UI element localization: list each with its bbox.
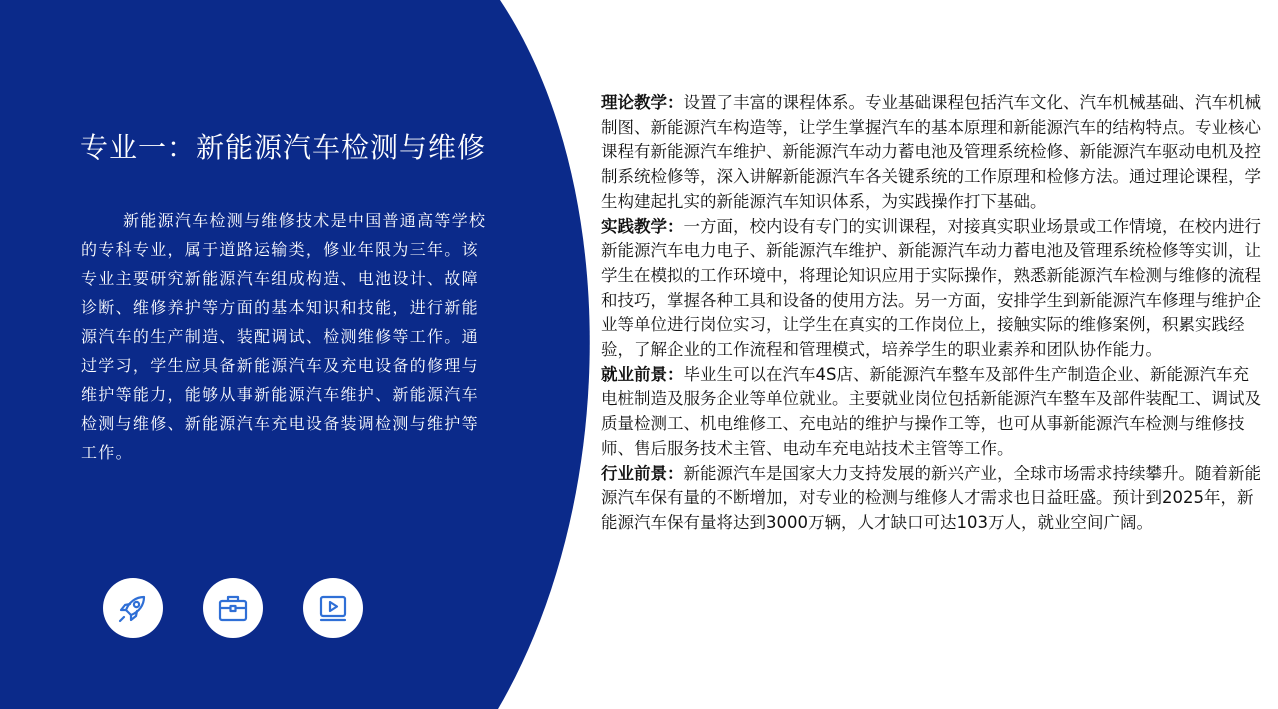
content-sections [601,91,1261,536]
rocket-button[interactable] [103,578,163,638]
section-heading: 理论教学： [601,93,684,112]
section-heading: 行业前景： [601,463,684,483]
section-text: 设置了丰富的课程体系。专业基础课程包括汽车文化、汽车机械基础、汽车机械制图、新能源汽车构造等，让学生掌握汽车的基本原理和新能源汽车的结构特点。专业核心课程有新能源汽车维护、新能源汽车动力蓄电池及管理系统检修、新能源汽车驱动电机及控制系统检修等，深入讲解新能源汽车各关键系统的工作原理和检修方法。通过理论课程，学生构建起扎实的新能源汽车知识体系，为实践操作打下基础。 [601,93,1261,211]
video-play-icon [316,591,350,625]
section-text: 新能源汽车是国家大力支持发展的新兴产业，全球市场需求持续攀升。随着新能源汽车保有量的不断增加，对专业的检测与维修人才需求也日益旺盛。预计到2025年，新能源汽车保有量将达到3000万辆，人才缺口可达103万人，就业空间广阔。 [601,463,1261,532]
section-industry [601,462,1261,536]
section-practice [601,215,1261,363]
section-theory [601,91,1261,215]
section-text: 毕业生可以在汽车4S店、新能源汽车整车及部件生产制造企业、新能源汽车充电桩制造及服务企业等单位就业。主要就业岗位包括新能源汽车整车及部件装配工、调试及质量检测工、机电维修工、充电站的维护与操作工等，也可从事新能源汽车检测与维修技师、售后服务技术主管、电动车充电站技术主管等工作。 [601,364,1261,458]
rocket-icon [116,591,150,625]
section-text: 一方面，校内设有专门的实训课程，对接真实职业场景或工作情境，在校内进行新能源汽车电力电子、新能源汽车维护、新能源汽车动力蓄电池及管理系统检修等实训，让学生在模拟的工作环境中，将理论知识应用于实际操作，熟悉新能源汽车检测与维修的流程和技巧，掌握各种工具和设备的使用方法。另一方面，安排学生到新能源汽车修理与维护企业等单位进行岗位实习，让学生在真实的工作岗位上，接触实际的维修案例，积累实践经验，了解企业的工作流程和管理模式，培养学生的职业素养和团队协作能力。 [601,216,1261,360]
section-heading: 实践教学： [601,216,684,236]
briefcase-icon [216,591,250,625]
page-title: 专业一：新能源汽车检测与维修 [80,131,487,164]
briefcase-button[interactable] [203,578,263,638]
video-button[interactable] [303,578,363,638]
intro-text: 新能源汽车检测与维修技术是中国普通高等学校的专科专业，属于道路运输类，修业年限为三年。该专业主要研究新能源汽车组成构造、电池设计、故障诊断、维修养护等方面的基本知识和技能，进行新能源汽车的生产制造、装配调试、检测维修等工作。通过学习，学生应具备新能源汽车及充电设备的修理与维护等能力，能够从事新能源汽车维护、新能源汽车检测与维修、新能源汽车充电设备装调检测与维护等工作。 [81,211,487,462]
section-employment [601,363,1261,462]
intro-paragraph [81,206,487,467]
section-heading: 就业前景： [601,364,684,384]
